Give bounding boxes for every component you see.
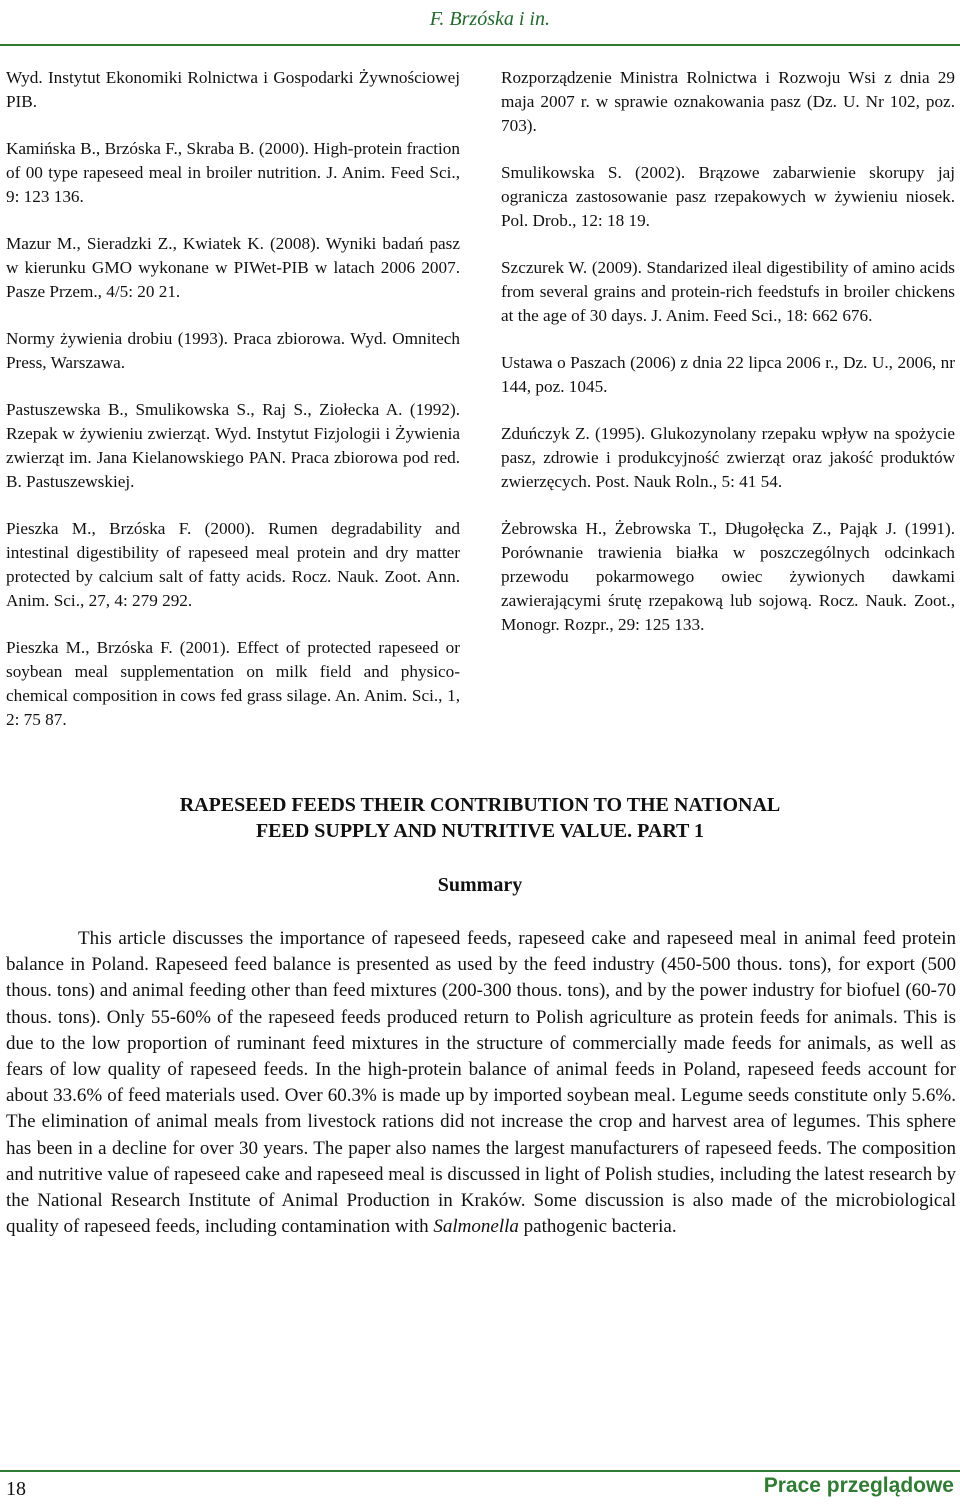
references-right-column <box>501 66 955 660</box>
reference-item: Ustawa o Paszach (2006) z dnia 22 lipca 2006 r., Dz. U., 2006, nr 144, poz. 1045. <box>501 353 955 396</box>
summary-paragraph <box>6 926 956 1240</box>
reference-item: Pieszka M., Brzóska F. (2000). Rumen degradability and intestinal digestibility of rapeseed meal protein and dry matter protected by calcium salt of fatty acids. Rocz. Nauk. Zoot. Ann. Anim. Sci., 27, 4: 279 292. <box>6 519 460 610</box>
reference-item: Szczurek W. (2009). Standarized ileal digestibility of amino acids from several grains and protein-rich feedstufs in broiler chickens at the age of 30 days. J. Anim. Feed Sci., 18: 662 676. <box>501 258 955 325</box>
reference-item: Mazur M., Sieradzki Z., Kwiatek K. (2008). Wyniki badań pasz w kierunku GMO wykonane w PIWet-PIB w latach 2006 2007. Pasze Przem., 4/5: 20 21. <box>6 234 460 301</box>
footer-rule <box>0 1470 960 1472</box>
summary-text: This article discusses the importance of rapeseed feeds, rapeseed cake and rapeseed meal in animal feed protein balance in Poland. Rapeseed feed balance is presented as used by the feed industry (450-500 thous. tons), for export (500 thous. tons) and animal feeding other than feed mixtures (200-300 thous. tons), and by the power industry for biofuel (60-70 thous. tons). Only 55-60% of the rapeseed feeds produced return to Polish agriculture as protein feeds for animals. This is due to the low proportion of ruminant feed mixtures in the structure of commercially made feeds for animals, as well as fears of low quality of rapeseed feeds. In the high-protein balance of animal feeds in Poland, rapeseed feeds account for about 33.6% of feed materials used. Over 60.3% is made up by imported soybean meal. Legume seeds constitute only 5.6%. The elimination of animal meals from livestock rations did not increase the crop and harvest area of legumes. This sphere has been in a decline for over 30 years. The paper also names the largest manufacturers of rapeseed feeds. The composition and nutritive value of rapeseed cake and rapeseed meal is discussed in light of Polish studies, including the latest research by the National Research Institute of Animal Production in Kraków. Some discussion is also made of the microbiological quality of rapeseed feeds, including contamination with <box>6 928 956 1238</box>
section-label: Prace przeglądowe <box>763 1474 954 1497</box>
summary-text-end: pathogenic bacteria. <box>523 1216 677 1238</box>
summary-heading: Summary <box>437 874 523 896</box>
references-left-column <box>6 66 460 755</box>
reference-item: Normy żywienia drobiu (1993). Praca zbiorowa. Wyd. Omnitech Press, Warszawa. <box>6 329 460 372</box>
header-rule <box>0 44 960 46</box>
reference-item: Zduńczyk Z. (1995). Glukozynolany rzepaku wpływ na spożycie pasz, zdrowie i produkcyjność zwierząt oraz jakość produktów zwierzęcych. Post. Nauk Roln., 5: 41 54. <box>501 424 955 491</box>
title-line: FEED SUPPLY AND NUTRITIVE VALUE. PART 1 <box>255 820 705 842</box>
english-title <box>0 792 960 844</box>
reference-item: Smulikowska S. (2002). Brązowe zabarwienie skorupy jaj ogranicza zastosowanie pasz rzepakowych w żywieniu niosek. Pol. Drob., 12: 18 19. <box>501 163 955 230</box>
page-number: 18 <box>6 1478 26 1500</box>
reference-item: Pieszka M., Brzóska F. (2001). Effect of protected rapeseed or soybean meal supplementation on milk field and physico-chemical composition in cows fed grass silage. An. Anim. Sci., 1, 2: 75 87. <box>6 638 460 729</box>
reference-item: Żebrowska H., Żebrowska T., Długołęcka Z., Pająk J. (1991). Porównanie trawienia białka w poszczególnych odcinkach przewodu pokarmowego owiec żywionych dawkami zawierającymi śrutę rzepakową lub sojową. Rocz. Nauk. Zoot., Monogr. Rozpr., 29: 125 133. <box>501 519 955 634</box>
summary-italic-term: Salmonella <box>433 1216 519 1238</box>
reference-item: Kamińska B., Brzóska F., Skraba B. (2000). High-protein fraction of 00 type rapeseed meal in broiler nutrition. J. Anim. Feed Sci., 9: 123 136. <box>6 139 460 206</box>
reference-item: Wyd. Instytut Ekonomiki Rolnictwa i Gospodarki Żywnościowej PIB. <box>6 68 460 111</box>
reference-item: Pastuszewska B., Smulikowska S., Raj S., Ziołecka A. (1992). Rzepak w żywieniu zwierząt. Wyd. Instytut Fizjologii i Żywienia zwierząt im. Jana Kielanowskiego PAN. Praca zbiorowa pod red. B. Pastuszewskiej. <box>6 400 460 491</box>
reference-item: Rozporządzenie Ministra Rolnictwa i Rozwoju Wsi z dnia 29 maja 2007 r. w sprawie oznakowania pasz (Dz. U. Nr 102, poz. 703). <box>501 68 955 135</box>
running-header-author: F. Brzóska i in. <box>429 8 550 30</box>
title-line: RAPESEED FEEDS THEIR CONTRIBUTION TO THE NATIONAL <box>179 794 781 816</box>
